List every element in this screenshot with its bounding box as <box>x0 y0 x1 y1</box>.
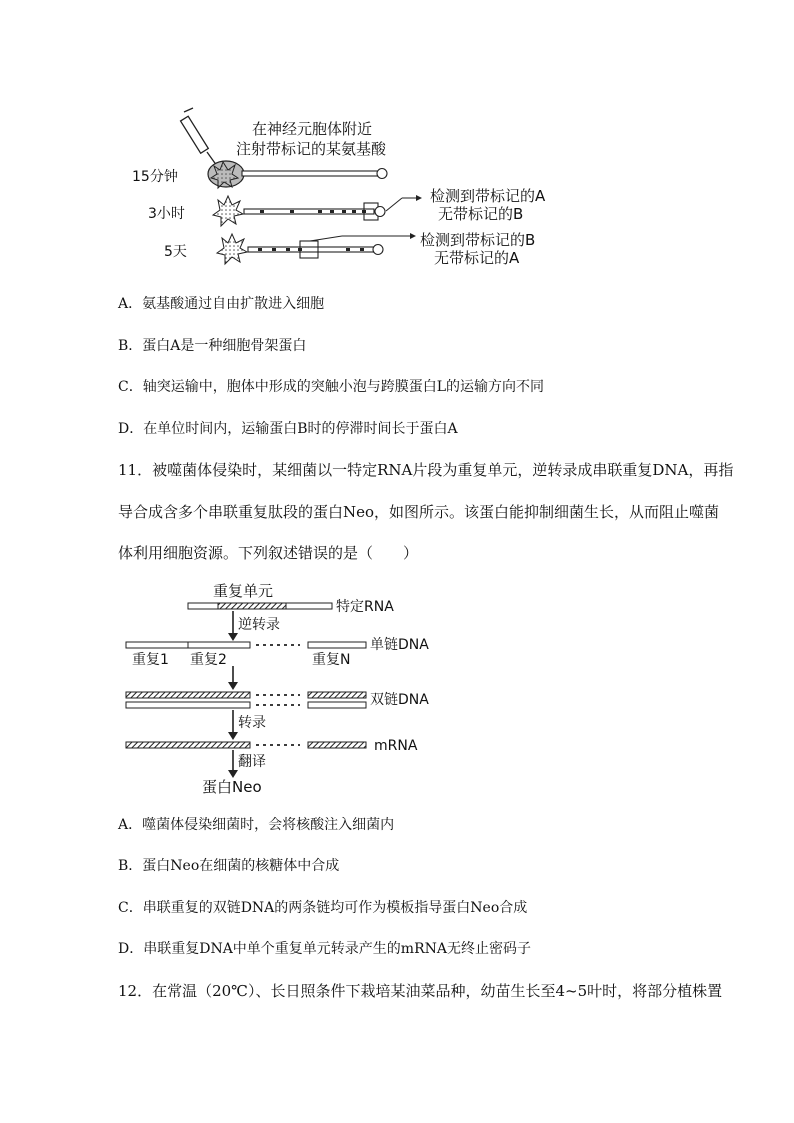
q11-option-c: C．串联重复的双链DNA的两条链均可作为模板指导蛋白Neo合成 <box>118 900 528 916</box>
q11-option-d: D．串联重复DNA中单个重复单元转录产生的mRNA无终止密码子 <box>118 941 531 957</box>
q11-stem-line1: 11．被噬菌体侵染时，某细菌以一特定RNA片段为重复单元，逆转录成串联重复DNA，再指 <box>118 461 734 479</box>
repeat2-label: 重复2 <box>190 652 227 668</box>
result-3h-line2: 无带标记的B <box>438 205 524 223</box>
q10-option-a: A．氨基酸通过自由扩散进入细胞 <box>118 296 325 312</box>
caption-line1: 在神经元胞体附近 <box>252 120 373 138</box>
transcription-label: 转录 <box>238 715 266 731</box>
translation-label: 翻译 <box>238 754 266 770</box>
ssdna-label: 单链DNA <box>370 637 429 653</box>
specific-rna-label: 特定RNA <box>336 599 394 615</box>
q11-option-b: B．蛋白Neo在细菌的核糖体中合成 <box>118 858 340 874</box>
neuron-figure <box>120 108 600 273</box>
q10-option-d: D．在单位时间内，运输蛋白B时的停滞时间长于蛋白A <box>118 421 458 437</box>
mrna-label: mRNA <box>374 738 418 754</box>
time-5d-label: 5天 <box>164 244 187 260</box>
neuron-5d <box>217 233 416 264</box>
repeat-unit-segment <box>218 603 286 609</box>
repeat-unit-label: 重复单元 <box>213 582 274 600</box>
protein-neo-label: 蛋白Neo <box>202 778 262 796</box>
repeatN-label: 重复N <box>312 652 351 668</box>
q11-option-a: A．噬菌体侵染细菌时，会将核酸注入细菌内 <box>118 817 395 833</box>
time-3h-label: 3小时 <box>148 206 185 222</box>
neuron-3h <box>213 195 422 226</box>
syringe-icon <box>181 108 217 166</box>
reverse-transcription-label: 逆转录 <box>238 617 280 633</box>
neuron-15min <box>208 161 387 188</box>
q12-stem-line1: 12．在常温（20℃）、长日照条件下栽培某油菜品种，幼苗生长至4~5叶时，将部分植株置 <box>118 982 723 1000</box>
q11-stem-line2: 导合成含多个串联重复肽段的蛋白Neo，如图所示。该蛋白能抑制细菌生长，从而阻止噬菌 <box>118 503 720 521</box>
result-3h-line1: 检测到带标记的A <box>430 187 546 205</box>
repeat1-label: 重复1 <box>132 652 169 668</box>
dsdna-label: 双链DNA <box>370 692 429 708</box>
result-5d-line2: 无带标记的A <box>434 249 520 267</box>
q11-stem-line3: 体利用细胞资源。下列叙述错误的是（ ） <box>118 544 419 562</box>
result-5d-line1: 检测到带标记的B <box>420 231 536 249</box>
q10-option-b: B．蛋白A是一种细胞骨架蛋白 <box>118 338 307 354</box>
caption-line2: 注射带标记的某氨基酸 <box>236 140 387 158</box>
time-15min-label: 15分钟 <box>132 169 178 185</box>
q10-option-c: C．轴突运输中，胞体中形成的突触小泡与跨膜蛋白L的运输方向不同 <box>118 379 545 395</box>
neo-diagram <box>120 578 460 800</box>
